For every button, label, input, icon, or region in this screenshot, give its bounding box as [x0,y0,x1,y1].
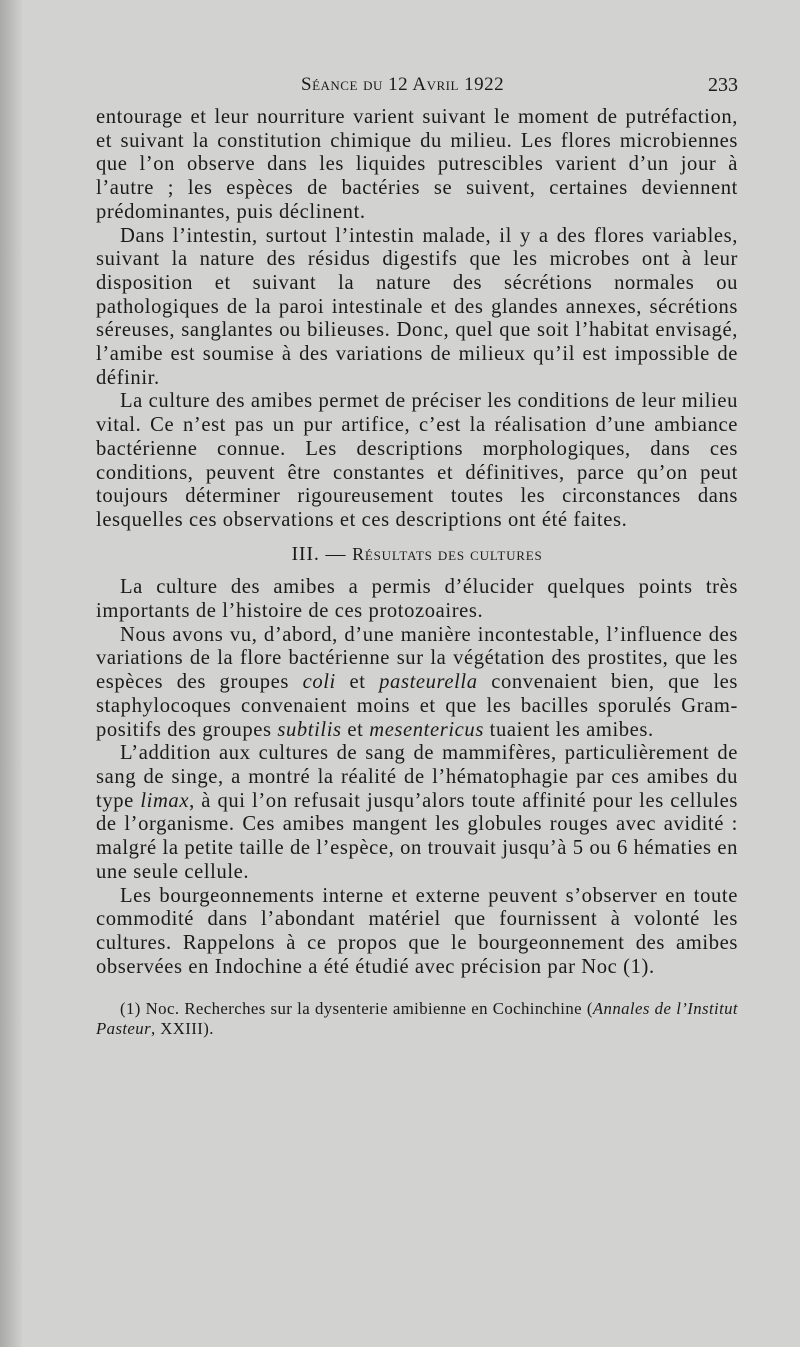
section-numeral: III. [291,542,320,565]
paragraph-6-part-b: , à qui l’on refusait jusqu’alors toute affinité pour les cellules de l’organisme. Ces amibes mangent les globules rouges avec avidité : malgré la petite taille de l’espèce, on trouvait jusqu’à 5 ou 6 hématies en une seule cellule. [96,789,739,883]
paragraph-4: La culture des amibes a permis d’élucider quelques points très importants de l’histoire de ces protozoaires. [96,576,738,623]
term-subtilis: subtilis [277,718,342,741]
paragraph-5 [96,624,738,743]
section-heading [96,543,738,567]
page-number: 233 [708,74,738,96]
paragraph-3: La culture des amibes permet de préciser les conditions de leur milieu vital. Ce n’est pas un pur artifice, c’est la réalisation d’une ambiance bactérienne connue. Les descriptions morphologiques, dans ces conditions, peuvent être constantes et définitives, parce qu’on peut toujours déterminer rigoureusement toutes les circonstances dans lesquelles ces observations et ces descriptions ont été faites. [96,390,738,531]
paragraph-6-part-a: L’addition aux cultures de sang de mammifères, particulièrement de sang de singe, a montré la réalité de l’hématophagie par ces amibes du type [96,742,738,812]
paragraph-5-part-b: et [335,671,380,694]
term-pasteurella: pasteurella [379,671,478,694]
paragraph-1: entourage et leur nourriture varient suivant le moment de putréfaction, et suivant la constitution chimique du milieu. Les flores microbiennes que l’on observe dans les liquides putrescibles varient d’un jour à l’autre ; les espèces de bactéries se suivent, certaines deviennent prédominantes, puis déclinent. [96,106,738,223]
running-head [96,70,738,104]
footnote-journal: Annales de l’Institut Pasteur [96,999,738,1039]
footnote [96,999,738,1039]
footnote-part-a: (1) Noc. Recherches sur la dysenterie amibienne en Cochinchine ( [120,999,593,1019]
paragraph-5-part-e: tuaient les amibes. [483,718,654,741]
paragraph-6 [96,742,738,884]
section-dash: — [325,542,347,565]
section-title: Résultats des cultures [352,543,543,564]
running-head-title: Séance du 12 Avril 1922 [301,74,505,95]
term-mesentericus: mesentericus [369,718,484,741]
book-page [96,70,738,1039]
paragraph-5-part-a: Nous avons vu, d’abord, d’une manière incontestable, l’influence des variations de la flore bactérienne sur la végétation des prostites, que les espèces des groupes [96,623,738,694]
footnote-text [96,999,738,1039]
term-limax: limax [140,789,190,812]
footnote-part-b: , XXIII). [151,1019,214,1039]
body-text [96,106,738,979]
term-coli: coli [302,671,336,694]
paragraph-7: Les bourgeonnements interne et externe peuvent s’observer en toute commodité dans l’abondant matériel que fournissent à volonté les cultures. Rappelons à ce propos que le bourgeonnement des amibes observées en Indochine a été étudié avec précision par Noc (1). [96,884,738,978]
paragraph-2: Dans l’intestin, surtout l’intestin malade, il y a des flores variables, suivant la nature des résidus digestifs que les microbes ont à leur disposition et suivant la nature des sécrétions normales ou pathologiques de la paroi intestinale et des glandes annexes, sécrétions séreuses, sanglantes ou bilieuses. Donc, quel que soit l’habitat envisagé, l’amibe est soumise à des variations de milieux qu’il est impossible de définir. [96,224,738,389]
page-edge-shadow [0,0,22,1347]
paragraph-5-part-d: et [341,718,370,741]
paragraph-5-part-c: convenaient bien, que les staphylocoques convenaient moins et que les bacilles sporulés Gram-positifs des groupes [96,671,739,741]
